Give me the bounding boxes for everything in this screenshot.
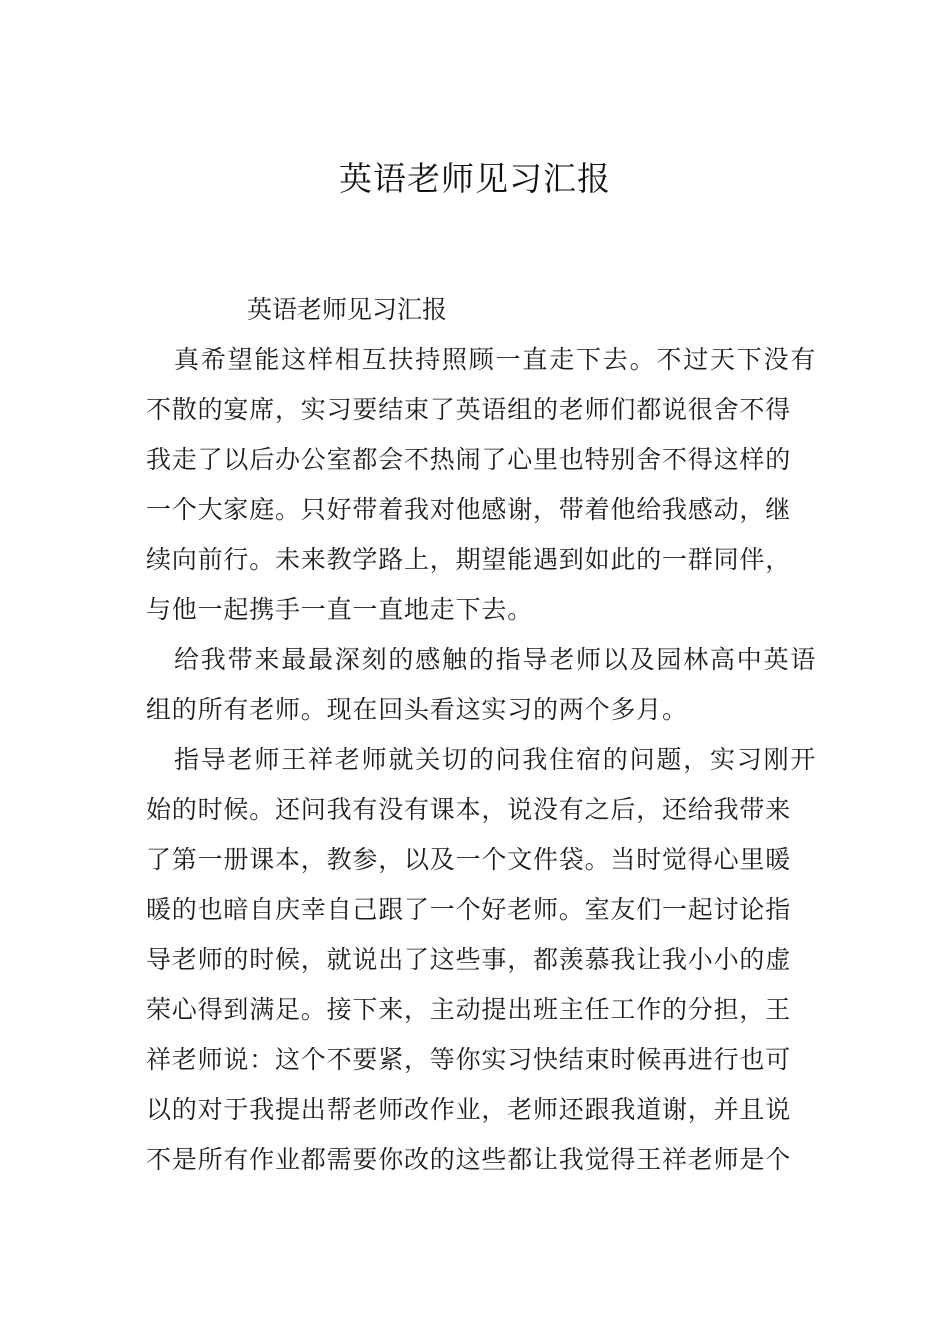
paragraph-line: 真希望能这样相互扶持照顾一直走下去。不过天下没有 bbox=[174, 345, 818, 374]
body-line bbox=[0, 340, 950, 380]
body-line bbox=[0, 590, 950, 630]
body-line bbox=[0, 840, 950, 880]
paragraph-line: 我走了以后办公室都会不热闹了心里也特别舍不得这样的 bbox=[146, 445, 792, 474]
body-line bbox=[0, 740, 950, 780]
paragraph-line: 祥老师说：这个不要紧，等你实习快结束时候再进行也可 bbox=[146, 1045, 792, 1074]
body-line bbox=[0, 490, 950, 530]
body-line bbox=[0, 890, 950, 930]
body-line bbox=[0, 690, 950, 730]
paragraph-line: 一个大家庭。只好带着我对他感谢，带着他给我感动，继 bbox=[146, 495, 792, 524]
body-line bbox=[0, 1090, 950, 1130]
body-line bbox=[0, 540, 950, 580]
subtitle-text: 英语老师见习汇报 bbox=[247, 295, 448, 324]
body-line bbox=[0, 640, 950, 680]
body-line bbox=[0, 290, 950, 330]
paragraph-line: 以的对于我提出帮老师改作业，老师还跟我道谢，并且说 bbox=[146, 1095, 792, 1124]
document-title: 英语老师见习汇报 bbox=[339, 159, 611, 198]
body-line bbox=[0, 1040, 950, 1080]
paragraph-line: 暖的也暗自庆幸自己跟了一个好老师。室友们一起讨论指 bbox=[146, 895, 792, 924]
body-line bbox=[0, 390, 950, 430]
paragraph-line: 不是所有作业都需要你改的这些都让我觉得王祥老师是个 bbox=[146, 1145, 792, 1174]
paragraph-line: 指导老师王祥老师就关切的问我住宿的问题，实习刚开 bbox=[174, 745, 818, 774]
body-line bbox=[0, 440, 950, 480]
paragraph-line: 与他一起携手一直一直地走下去。 bbox=[146, 595, 534, 624]
paragraph-line: 给我带来最最深刻的感触的指导老师以及园林高中英语 bbox=[174, 645, 818, 674]
paragraph-line: 不散的宴席，实习要结束了英语组的老师们都说很舍不得 bbox=[146, 395, 792, 424]
body-line bbox=[0, 990, 950, 1030]
body-line bbox=[0, 940, 950, 980]
paragraph-line: 了第一册课本，教参，以及一个文件袋。当时觉得心里暖 bbox=[146, 845, 792, 874]
body-line bbox=[0, 1140, 950, 1180]
paragraph-line: 续向前行。未来教学路上，期望能遇到如此的一群同伴， bbox=[146, 545, 792, 574]
paragraph-line: 导老师的时候，就说出了这些事，都羡慕我让我小小的虚 bbox=[146, 945, 792, 974]
paragraph-line: 组的所有老师。现在回头看这实习的两个多月。 bbox=[146, 695, 688, 724]
paragraph-line: 始的时候。还问我有没有课本，说没有之后，还给我带来 bbox=[146, 795, 792, 824]
paragraph-line: 荣心得到满足。接下来，主动提出班主任工作的分担，王 bbox=[146, 995, 792, 1024]
body-line bbox=[0, 790, 950, 830]
